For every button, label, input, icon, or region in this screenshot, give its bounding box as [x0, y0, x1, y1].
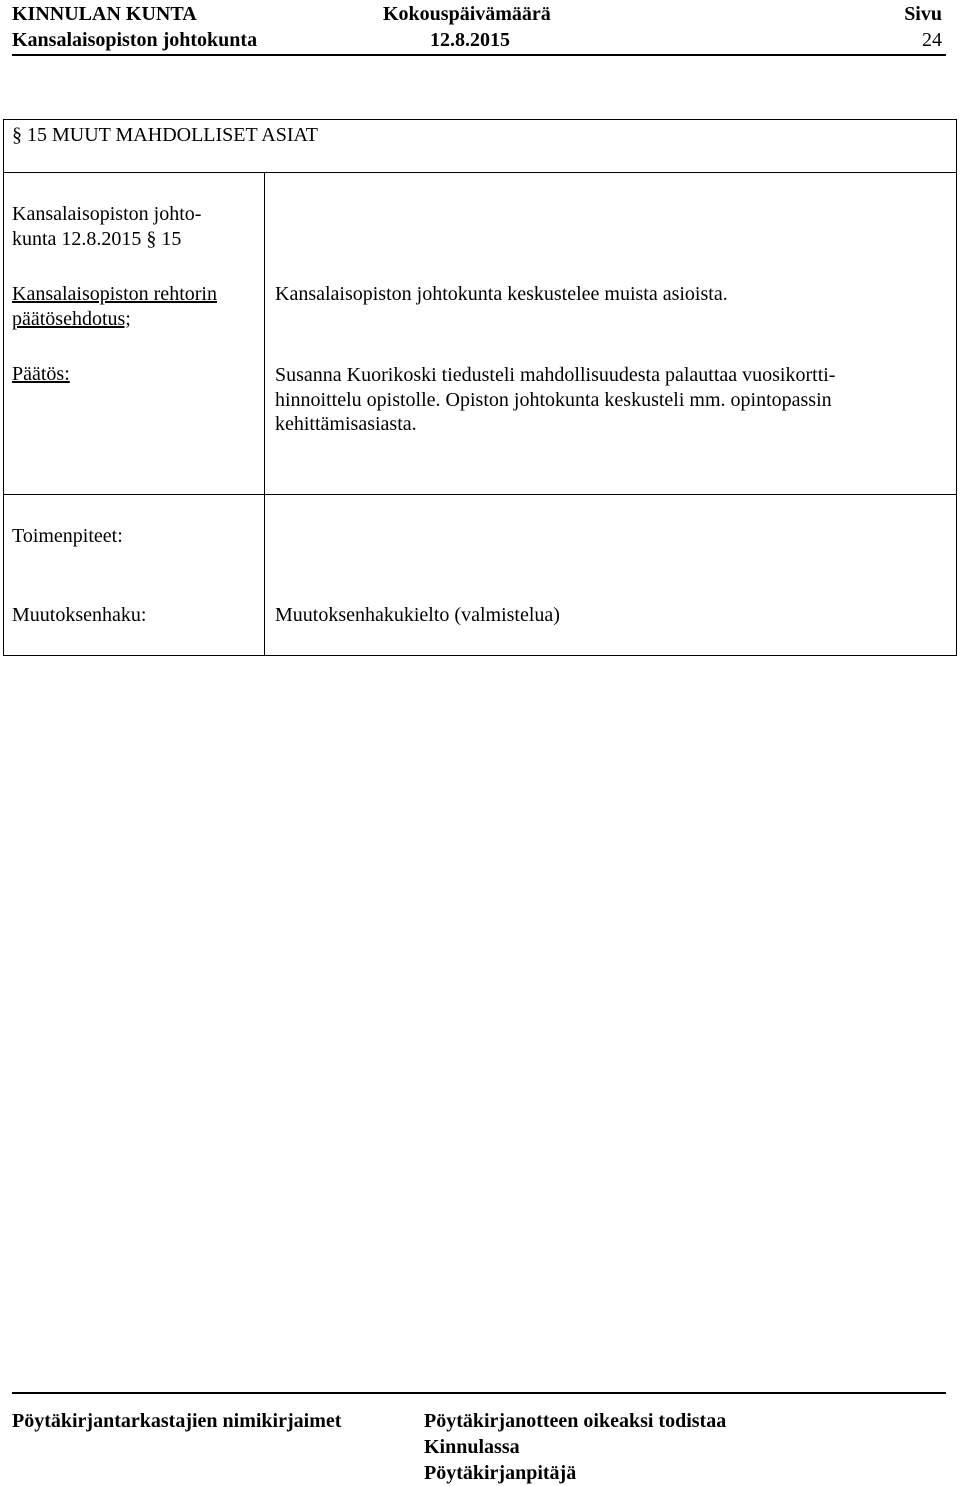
proposal-label-line-1: Kansalaisopiston rehtorin	[12, 283, 217, 305]
reference-line-2: kunta 12.8.2015 § 15	[12, 228, 182, 250]
committee-name: Kansalaisopiston johtokunta	[12, 29, 258, 51]
meeting-date-label: Kokouspäivämäärä	[383, 3, 551, 25]
certification-line-2: Kinnulassa	[424, 1436, 520, 1458]
meeting-date: 12.8.2015	[430, 29, 510, 51]
header-divider	[12, 54, 946, 56]
appeal-text: Muutoksenhakukielto (valmistelua)	[275, 604, 560, 626]
appeal-label: Muutoksenhaku:	[12, 604, 147, 626]
page-label: Sivu	[904, 3, 942, 25]
title-row-divider	[3, 172, 957, 173]
actions-label: Toimenpiteet:	[12, 525, 123, 547]
proposal-text: Kansalaisopiston johtokunta keskustelee muista asioista.	[275, 283, 728, 305]
certification-line-3: Pöytäkirjanpitäjä	[424, 1462, 577, 1484]
body-row-divider	[3, 494, 957, 495]
organization-name: KINNULAN KUNTA	[12, 3, 197, 25]
decision-label: Päätös:	[12, 363, 70, 385]
signatures-label: Pöytäkirjantarkastajien nimikirjaimet	[12, 1410, 342, 1432]
certification-line-1: Pöytäkirjanotteen oikeaksi todistaa	[424, 1410, 727, 1432]
reference-line-1: Kansalaisopiston johto-	[12, 203, 202, 225]
section-title: § 15 MUUT MAHDOLLISET ASIAT	[12, 124, 318, 146]
decision-text	[275, 363, 835, 437]
decision-text-line-2: hinnoittelu opistolle. Opiston johtokunta keskusteli mm. opintopassin	[275, 388, 832, 411]
decision-text-line-1: Susanna Kuorikoski tiedusteli mahdollisuudesta palauttaa vuosikortti-	[275, 364, 836, 386]
column-divider	[264, 172, 265, 656]
proposal-label-line-2: päätösehdotus;	[12, 308, 131, 330]
footer-divider	[12, 1392, 946, 1394]
page-number: 24	[922, 29, 942, 51]
decision-text-line-3: kehittämisasiasta.	[275, 413, 417, 435]
